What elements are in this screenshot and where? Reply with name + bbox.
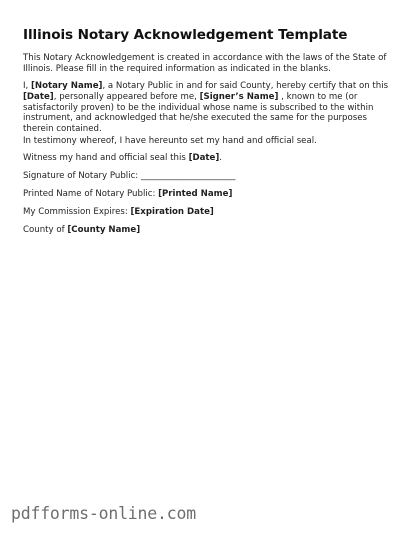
document-title: Illinois Notary Acknowledgement Template <box>23 27 348 43</box>
printed-name-line <box>23 189 395 200</box>
commission-line <box>23 207 395 218</box>
certify-text-1: I, <box>23 81 31 91</box>
witness-text-1: Witness my hand and official seal this <box>23 153 189 163</box>
certify-paragraph <box>23 81 395 135</box>
witness-date-placeholder: [Date] <box>188 153 220 163</box>
certify-text-4: , known to me (or satisfactorily proven) to be the individual whose name is subscribed to the within instrument, and acknowledged that he/she executed the same for the purposes therein contained. <box>23 91 374 135</box>
intro-paragraph: This Notary Acknowledgement is created in accordance with the laws of the State of Illinois. Please fill in the required information as indicated in the blanks. <box>23 53 387 74</box>
signature-line <box>23 171 395 182</box>
signer-name-placeholder: [Signer’s Name] <box>199 91 279 102</box>
commission-label: My Commission Expires: <box>23 207 131 217</box>
site-watermark: pdfforms-online.com <box>11 504 196 523</box>
printed-name-label: Printed Name of Notary Public: <box>23 189 159 199</box>
signature-label: Signature of Notary Public: <box>23 171 141 181</box>
certify-text-2: , a Notary Public in and for said County, hereby certify that on this <box>102 81 389 91</box>
county-name-placeholder: [County Name] <box>67 225 141 235</box>
county-line <box>23 225 395 236</box>
witness-line <box>23 153 395 164</box>
notary-name-placeholder: [Notary Name] <box>31 81 103 91</box>
witness-text-2: . <box>219 153 223 163</box>
expiration-date-placeholder: [Expiration Date] <box>130 207 214 217</box>
certify-text-3: , personally appeared before me, <box>53 91 200 102</box>
printed-name-placeholder: [Printed Name] <box>158 189 233 199</box>
county-label: County of <box>23 225 68 235</box>
date-placeholder: [Date] <box>23 91 54 102</box>
signature-blank: ______________________ <box>140 171 236 181</box>
testimony-line: In testimony whereof, I have hereunto set my hand and official seal. <box>23 136 317 146</box>
